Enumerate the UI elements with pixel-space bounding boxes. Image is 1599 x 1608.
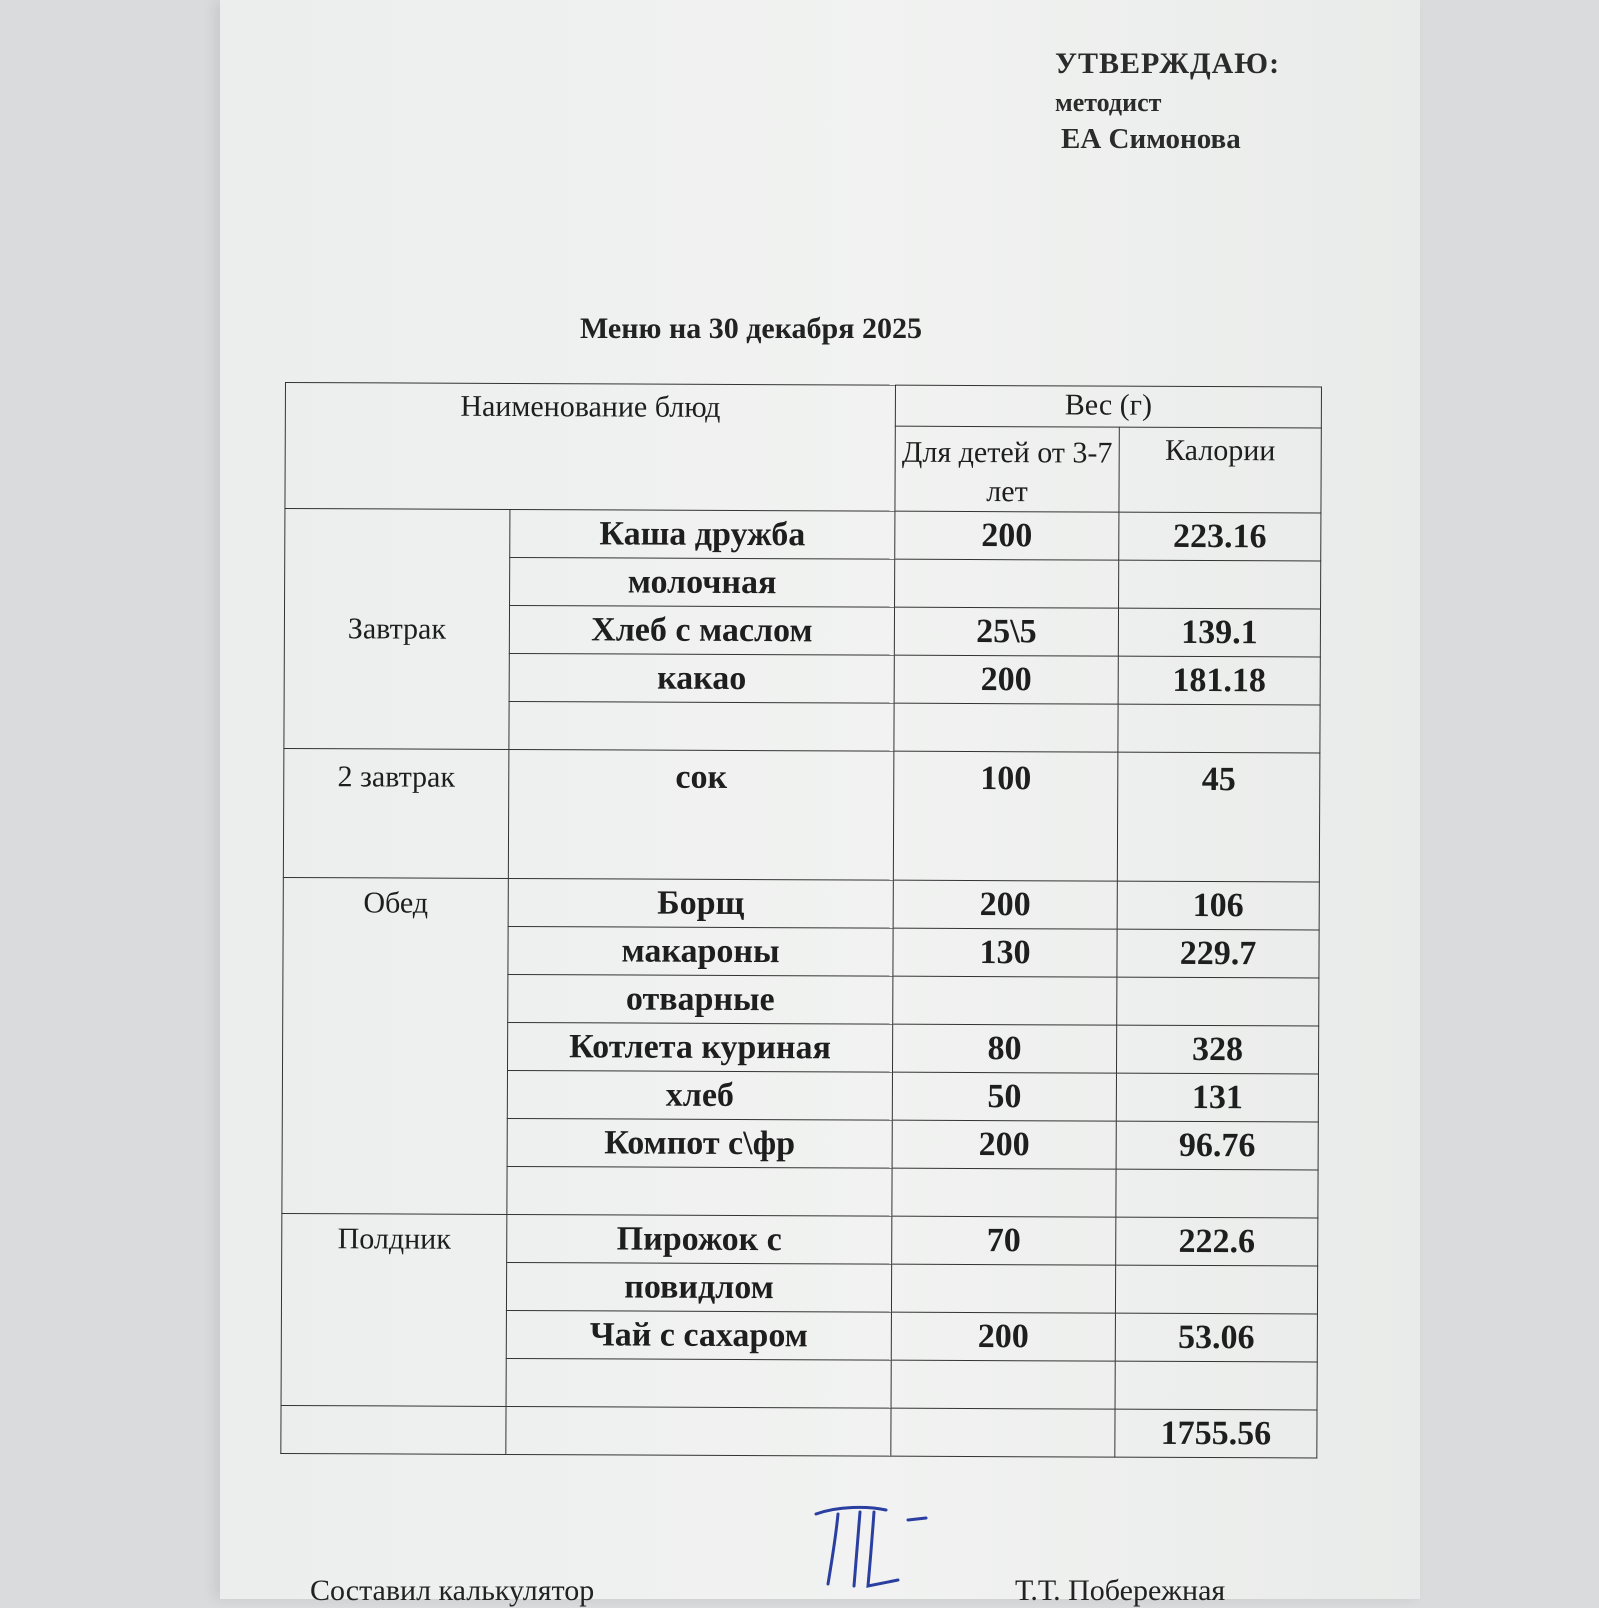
dish-calories	[1115, 1265, 1317, 1314]
dish-weight: 200	[895, 511, 1119, 560]
meal-label-second-breakfast: 2 завтрак	[283, 748, 509, 878]
dish-weight	[893, 976, 1117, 1025]
dish-weight: 70	[892, 1216, 1116, 1265]
header-weight: Вес (г)	[895, 385, 1321, 428]
dish-name: повидлом	[506, 1262, 891, 1312]
dish-calories: 229.7	[1117, 929, 1319, 978]
meal-label-snack: Полдник	[281, 1213, 507, 1406]
approval-heading: УТВЕРЖДАЮ:	[1055, 47, 1281, 80]
dish-name	[507, 1166, 892, 1216]
dish-weight	[894, 703, 1118, 752]
dish-calories: 181.18	[1118, 656, 1320, 705]
handwritten-signature	[808, 1500, 948, 1590]
dish-calories: 223.16	[1119, 512, 1321, 561]
dish-calories	[1119, 560, 1321, 609]
dish-weight: 100	[893, 751, 1118, 881]
dish-name: какао	[509, 653, 894, 703]
dish-weight	[895, 559, 1119, 608]
dish-weight: 50	[892, 1072, 1116, 1121]
total-empty-2	[506, 1406, 891, 1456]
dish-calories	[1117, 977, 1319, 1026]
meal-label-breakfast: Завтрак	[284, 509, 510, 750]
dish-name	[506, 1358, 891, 1408]
dish-name: Хлеб с маслом	[509, 605, 894, 655]
approval-block	[1055, 44, 1280, 159]
header-row-1	[285, 383, 1321, 429]
dish-name: Пирожок с	[507, 1214, 892, 1264]
dish-weight: 200	[891, 1312, 1115, 1361]
dish-weight: 130	[893, 928, 1117, 977]
header-calories: Калории	[1119, 427, 1321, 513]
dish-weight: 200	[893, 880, 1117, 929]
dish-name: сок	[508, 749, 894, 880]
dish-name: Котлета куриная	[507, 1022, 892, 1072]
dish-calories: 45	[1117, 752, 1320, 882]
dish-calories: 53.06	[1115, 1313, 1317, 1362]
footer-compiled-by: Составил калькулятор	[310, 1574, 595, 1607]
dish-name	[509, 701, 894, 751]
menu-row	[283, 877, 1319, 930]
dish-weight: 200	[894, 655, 1118, 704]
dish-calories: 328	[1116, 1025, 1318, 1074]
dish-calories: 96.76	[1116, 1121, 1318, 1170]
dish-name: макароны	[508, 926, 893, 976]
header-kids: Для детей от 3-7 лет	[895, 426, 1119, 512]
menu-table	[280, 382, 1322, 1459]
dish-calories: 222.6	[1116, 1217, 1318, 1266]
dish-weight	[891, 1264, 1115, 1313]
dish-weight: 200	[892, 1120, 1116, 1169]
total-calories: 1755.56	[1115, 1409, 1317, 1458]
dish-name: молочная	[510, 557, 895, 607]
dish-weight	[891, 1360, 1115, 1409]
dish-weight: 25\5	[894, 607, 1118, 656]
menu-title: Меню на 30 декабря 2025	[580, 312, 922, 345]
total-empty-3	[891, 1408, 1115, 1457]
approval-name: ЕА Симонова	[1061, 122, 1241, 155]
dish-weight: 80	[892, 1024, 1116, 1073]
dish-name: Каша дружба	[510, 509, 895, 559]
dish-calories	[1115, 1361, 1317, 1410]
dish-name: отварные	[508, 974, 893, 1024]
dish-weight	[892, 1168, 1116, 1217]
dish-calories: 106	[1117, 881, 1319, 930]
meal-label-lunch: Обед	[282, 877, 508, 1214]
approval-position: методист	[1055, 87, 1162, 117]
dish-calories: 131	[1116, 1073, 1318, 1122]
dish-calories	[1118, 704, 1320, 753]
dish-name: хлеб	[507, 1070, 892, 1120]
menu-row	[282, 1213, 1318, 1266]
total-empty-1	[281, 1405, 506, 1454]
dish-name: Компот с\фр	[507, 1118, 892, 1168]
dish-calories: 139.1	[1118, 608, 1320, 657]
menu-row	[283, 748, 1320, 882]
footer-signer-name: Т.Т. Побережная	[1015, 1574, 1226, 1607]
dish-name: Борщ	[508, 878, 893, 928]
dish-name: Чай с сахаром	[506, 1310, 891, 1360]
header-dish: Наименование блюд	[285, 383, 896, 512]
menu-row	[285, 509, 1321, 562]
total-row	[281, 1405, 1317, 1458]
dish-calories	[1116, 1169, 1318, 1218]
